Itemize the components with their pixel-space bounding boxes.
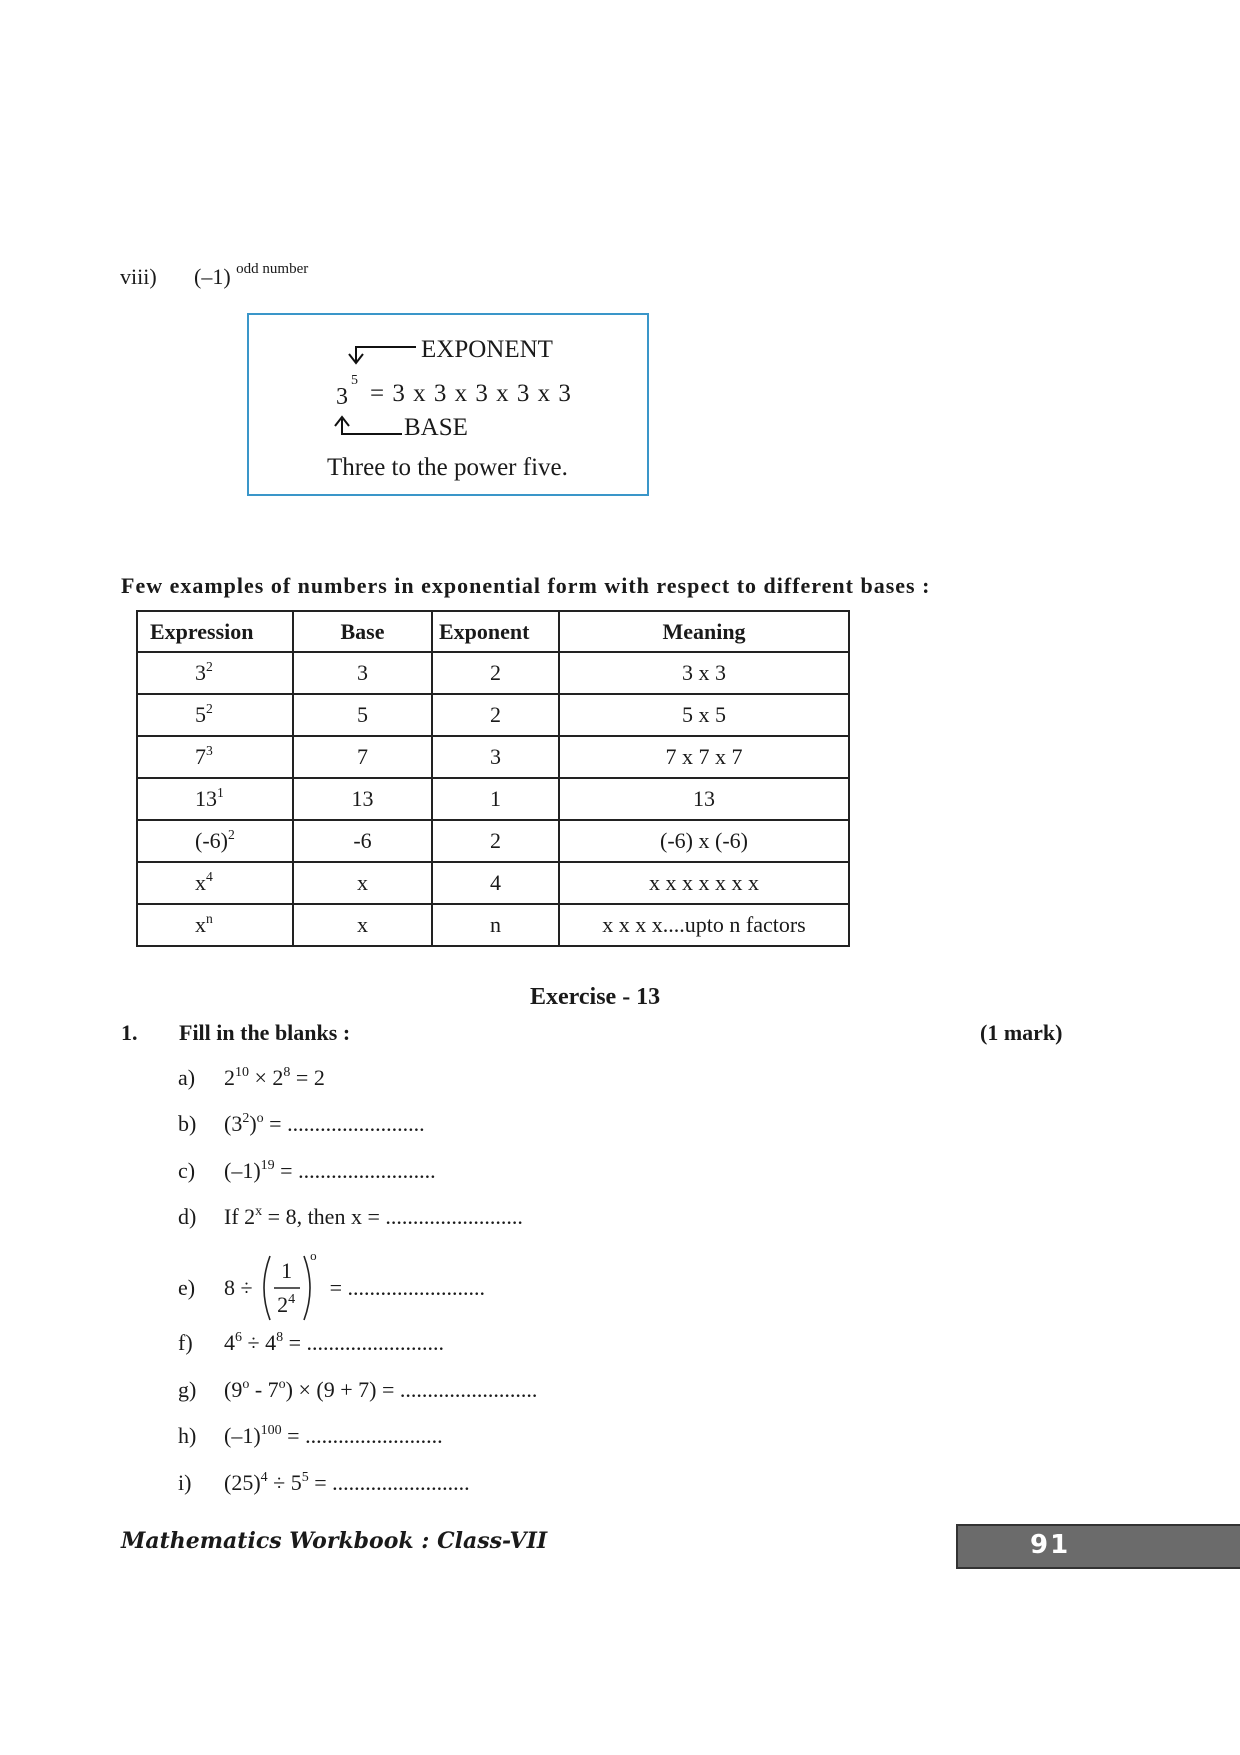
exponent-examples-table	[136, 610, 850, 947]
answer-blank: .........................	[287, 1111, 425, 1136]
outer-exponent: o	[310, 1248, 317, 1263]
cell-base: 5	[293, 694, 432, 736]
cell-meaning: x x x x....upto n factors	[559, 904, 849, 946]
table-row	[137, 736, 849, 778]
cell-base: -6	[293, 820, 432, 862]
cell-exponent: 1	[432, 778, 559, 820]
cell-exponent: 2	[432, 694, 559, 736]
cell-base: 13	[293, 778, 432, 820]
cell-meaning: 3 x 3	[559, 652, 849, 694]
base-label: BASE	[404, 414, 468, 441]
cell-exponent: 4	[432, 862, 559, 904]
arrow-down-icon	[346, 344, 416, 366]
header-base: Base	[293, 611, 432, 652]
answer-blank: .........................	[399, 1377, 538, 1402]
exercise-item-d: d) If $2^x = 8$, then x = .........................	[178, 1203, 523, 1229]
cell-expression: $(-6)^2$	[137, 820, 293, 862]
table-row	[137, 904, 849, 946]
cell-meaning: x x x x x x x	[559, 862, 849, 904]
table-header-row	[137, 611, 849, 652]
header-expression: Expression	[137, 611, 293, 652]
cell-exponent: 3	[432, 736, 559, 778]
exercise-item-i: i) $(25)^4 \div 5^5$ = .........................	[178, 1469, 470, 1495]
exercise-item-c: c) $(-1)^{19}$ = .........................	[178, 1157, 436, 1183]
exercise-item-b: b) $(3^2)^o$ = .........................	[178, 1110, 425, 1136]
power-digit: 5	[351, 373, 358, 388]
answer-blank: .........................	[305, 1423, 443, 1448]
cell-meaning: (-6) x (-6)	[559, 820, 849, 862]
cell-base: 3	[293, 652, 432, 694]
exercise-item-f: f) $4^6 \div 4^8$ = .........................	[178, 1329, 444, 1355]
question-number: 1.	[121, 1020, 138, 1045]
expansion-equation: = 3 x 3 x 3 x 3 x 3	[370, 380, 572, 407]
table-row	[137, 862, 849, 904]
fraction-expression	[258, 1248, 317, 1324]
base-digit: 3	[336, 384, 348, 410]
cell-meaning: 5 x 5	[559, 694, 849, 736]
power-caption: Three to the power five.	[327, 454, 568, 481]
cell-expression: $13^1$	[137, 778, 293, 820]
cell-expression: $5^2$	[137, 694, 293, 736]
exercise-item-e: e) 8 ÷ 1 $2^4$ o = .........................	[178, 1252, 485, 1324]
page-number: 91	[1030, 1530, 1071, 1560]
cell-exponent: 2	[432, 820, 559, 862]
exercise-item-h: h) $(-1)^{100}$ = .........................	[178, 1422, 443, 1448]
arrow-up-icon	[332, 415, 402, 437]
question-marks: (1 mark)	[980, 1020, 1063, 1045]
fraction-denominator: $2^4$	[277, 1291, 296, 1317]
answer-blank: .........................	[306, 1330, 444, 1355]
expression-minus-one-odd	[194, 261, 309, 290]
cell-exponent: n	[432, 904, 559, 946]
cell-expression: $x^4$	[137, 862, 293, 904]
exercise-item-g: g) $(9^o - 7^o) \times (9 + 7)$ = .........................	[178, 1376, 538, 1402]
item-number-viii: viii)	[120, 264, 157, 289]
cell-base: 7	[293, 736, 432, 778]
cell-meaning: 13	[559, 778, 849, 820]
answer-blank: .........................	[298, 1158, 436, 1183]
cell-expression: $3^2$	[137, 652, 293, 694]
answer-blank: .........................	[347, 1275, 485, 1300]
footer-book-title: Mathematics Workbook : Class-VII	[121, 1528, 548, 1554]
examples-heading: Few examples of numbers in exponential form with respect to different bases :	[121, 573, 931, 598]
cell-expression: $x^n$	[137, 904, 293, 946]
exercise-item-a: a) $2^{10} \times 2^8 = 2$	[178, 1064, 325, 1090]
header-exponent: Exponent	[432, 611, 559, 652]
expression-exponent: odd number	[236, 261, 309, 278]
exponent-label: EXPONENT	[421, 336, 553, 363]
cell-expression: $7^3$	[137, 736, 293, 778]
exercise-title: Exercise - 13	[530, 984, 661, 1010]
header-meaning: Meaning	[559, 611, 849, 652]
cell-base: x	[293, 904, 432, 946]
question-text: Fill in the blanks :	[179, 1020, 351, 1045]
table-row	[137, 820, 849, 862]
table-row	[137, 694, 849, 736]
cell-base: x	[293, 862, 432, 904]
table-row	[137, 778, 849, 820]
expression-base: (–1)	[194, 264, 231, 289]
answer-blank: .........................	[332, 1470, 470, 1495]
fraction-numerator: 1	[281, 1258, 293, 1283]
answer-blank: .........................	[385, 1204, 523, 1229]
table-row	[137, 652, 849, 694]
cell-meaning: 7 x 7 x 7	[559, 736, 849, 778]
cell-exponent: 2	[432, 652, 559, 694]
page-number-box	[956, 1524, 1240, 1569]
